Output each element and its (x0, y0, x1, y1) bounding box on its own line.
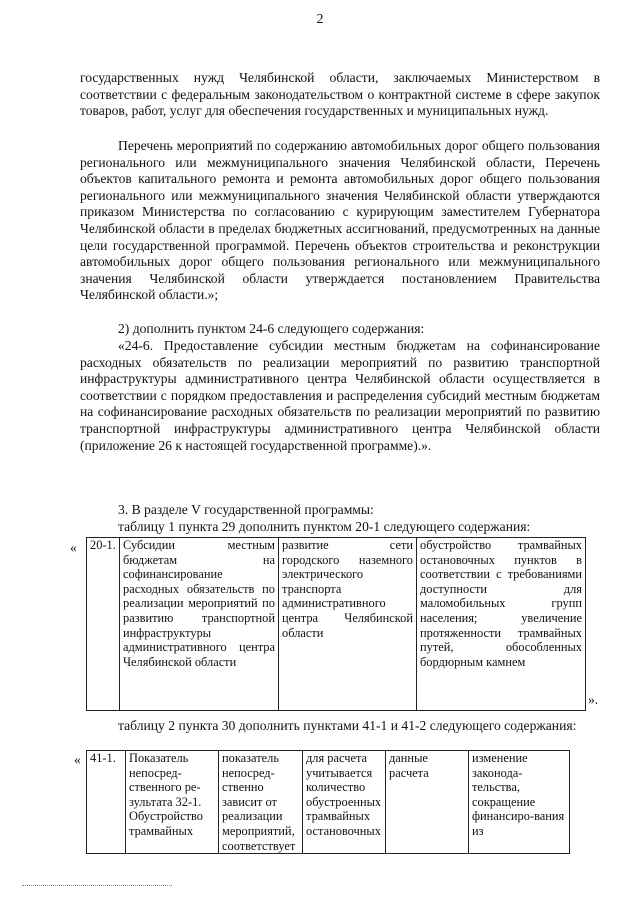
paragraph-list-approval: Перечень мероприятий по содержанию автомобильных дорог общего пользования регионального или межмуниципального значения Челябинской области, Перечень объектов капитального ремонта и ремонта автомобильных дорог общего пользования регионального или межмуниципального значения Челябинской области утверждаются приказом Министерства по согласованию с курирующим заместителем Губернатора Челябинской области в пределах бюджетных ассигнований, предусмотренных на данные цели государственной программой. Перечень объектов строительства и реконструкции автомобильных дорог общего пользования регионального или межмуниципального значения Челябинской области утверждается постановлением Правительства Челябинской области.»; (80, 138, 600, 303)
paragraph-table2-intro: таблицу 2 пункта 30 дополнить пунктами 41-1 и 41-2 следующего содержания: (118, 718, 577, 733)
table2-open-quote: « (74, 752, 81, 767)
table2-cell-change: изменение законода-тельства, сокращение финансиро-вания из (469, 751, 570, 854)
table1-cell-result: обустройство трамвайных остановочных пунктов в соответствии с требованиями доступности для маломобильных групп населения; увеличение протяженности трамвайных путей, обособленных бордюрным камнем (417, 538, 586, 711)
table1-cell-development: развитие сети городского наземного электрического транспорта административного центра Челябинской области (279, 538, 417, 711)
footer-divider (22, 885, 172, 886)
table2-cell-calculation: для расчета учитывается количество обустроенных трамвайных остановочных (303, 751, 386, 854)
page-number: 2 (316, 12, 324, 27)
table2-cell-indicator: Показатель непосред-ственного ре-зультата 32-1. Обустройство трамвайных (126, 751, 219, 854)
paragraph-continuation: государственных нужд Челябинской области, заключаемых Министерством в соответствии с федеральным законодательством о контрактной системе в сфере закупок товаров, работ, услуг для обеспечения государственных и муниципальных нужд. (80, 70, 600, 119)
table1-cell-subsidy: Субсидии местным бюджетам на софинансирование расходных обязательств по реализации мероприятий по развитию транспортной инфраструктуры административного центра Челябинской области (120, 538, 279, 711)
table1-number: 20-1. (87, 538, 120, 711)
table1 (86, 537, 586, 711)
table2-cell-dependency: показатель непосред-ственно зависит от реализации мероприятий, соответствует (219, 751, 303, 854)
paragraph-section-v: 3. В разделе V государственной программы: (118, 502, 374, 517)
table1-close-quote: ». (588, 692, 599, 707)
table-row (87, 751, 570, 854)
table2-cell-data: данные расчета (386, 751, 469, 854)
table2-number: 41-1. (87, 751, 126, 854)
table2 (86, 750, 570, 854)
table-row (87, 538, 586, 711)
paragraph-table1-intro: таблицу 1 пункта 29 дополнить пунктом 20-1 следующего содержания: (118, 519, 531, 534)
table1-open-quote: « (70, 540, 77, 555)
paragraph-item-2: 2) дополнить пунктом 24-6 следующего содержания: (118, 321, 425, 336)
paragraph-item-24-6: «24-6. Предоставление субсидии местным бюджетам на софинансирование расходных обязательств по реализации мероприятий по развитию транспортной инфраструктуры административного центра Челябинской области осуществляется в соответствии с порядком предоставления и распределения субсидий местным бюджетам на софинансирование расходных обязательств по реализации мероприятий по развитию транспортной инфраструктуры административного центра Челябинской области (приложение 26 к настоящей государственной программе).». (80, 338, 600, 453)
